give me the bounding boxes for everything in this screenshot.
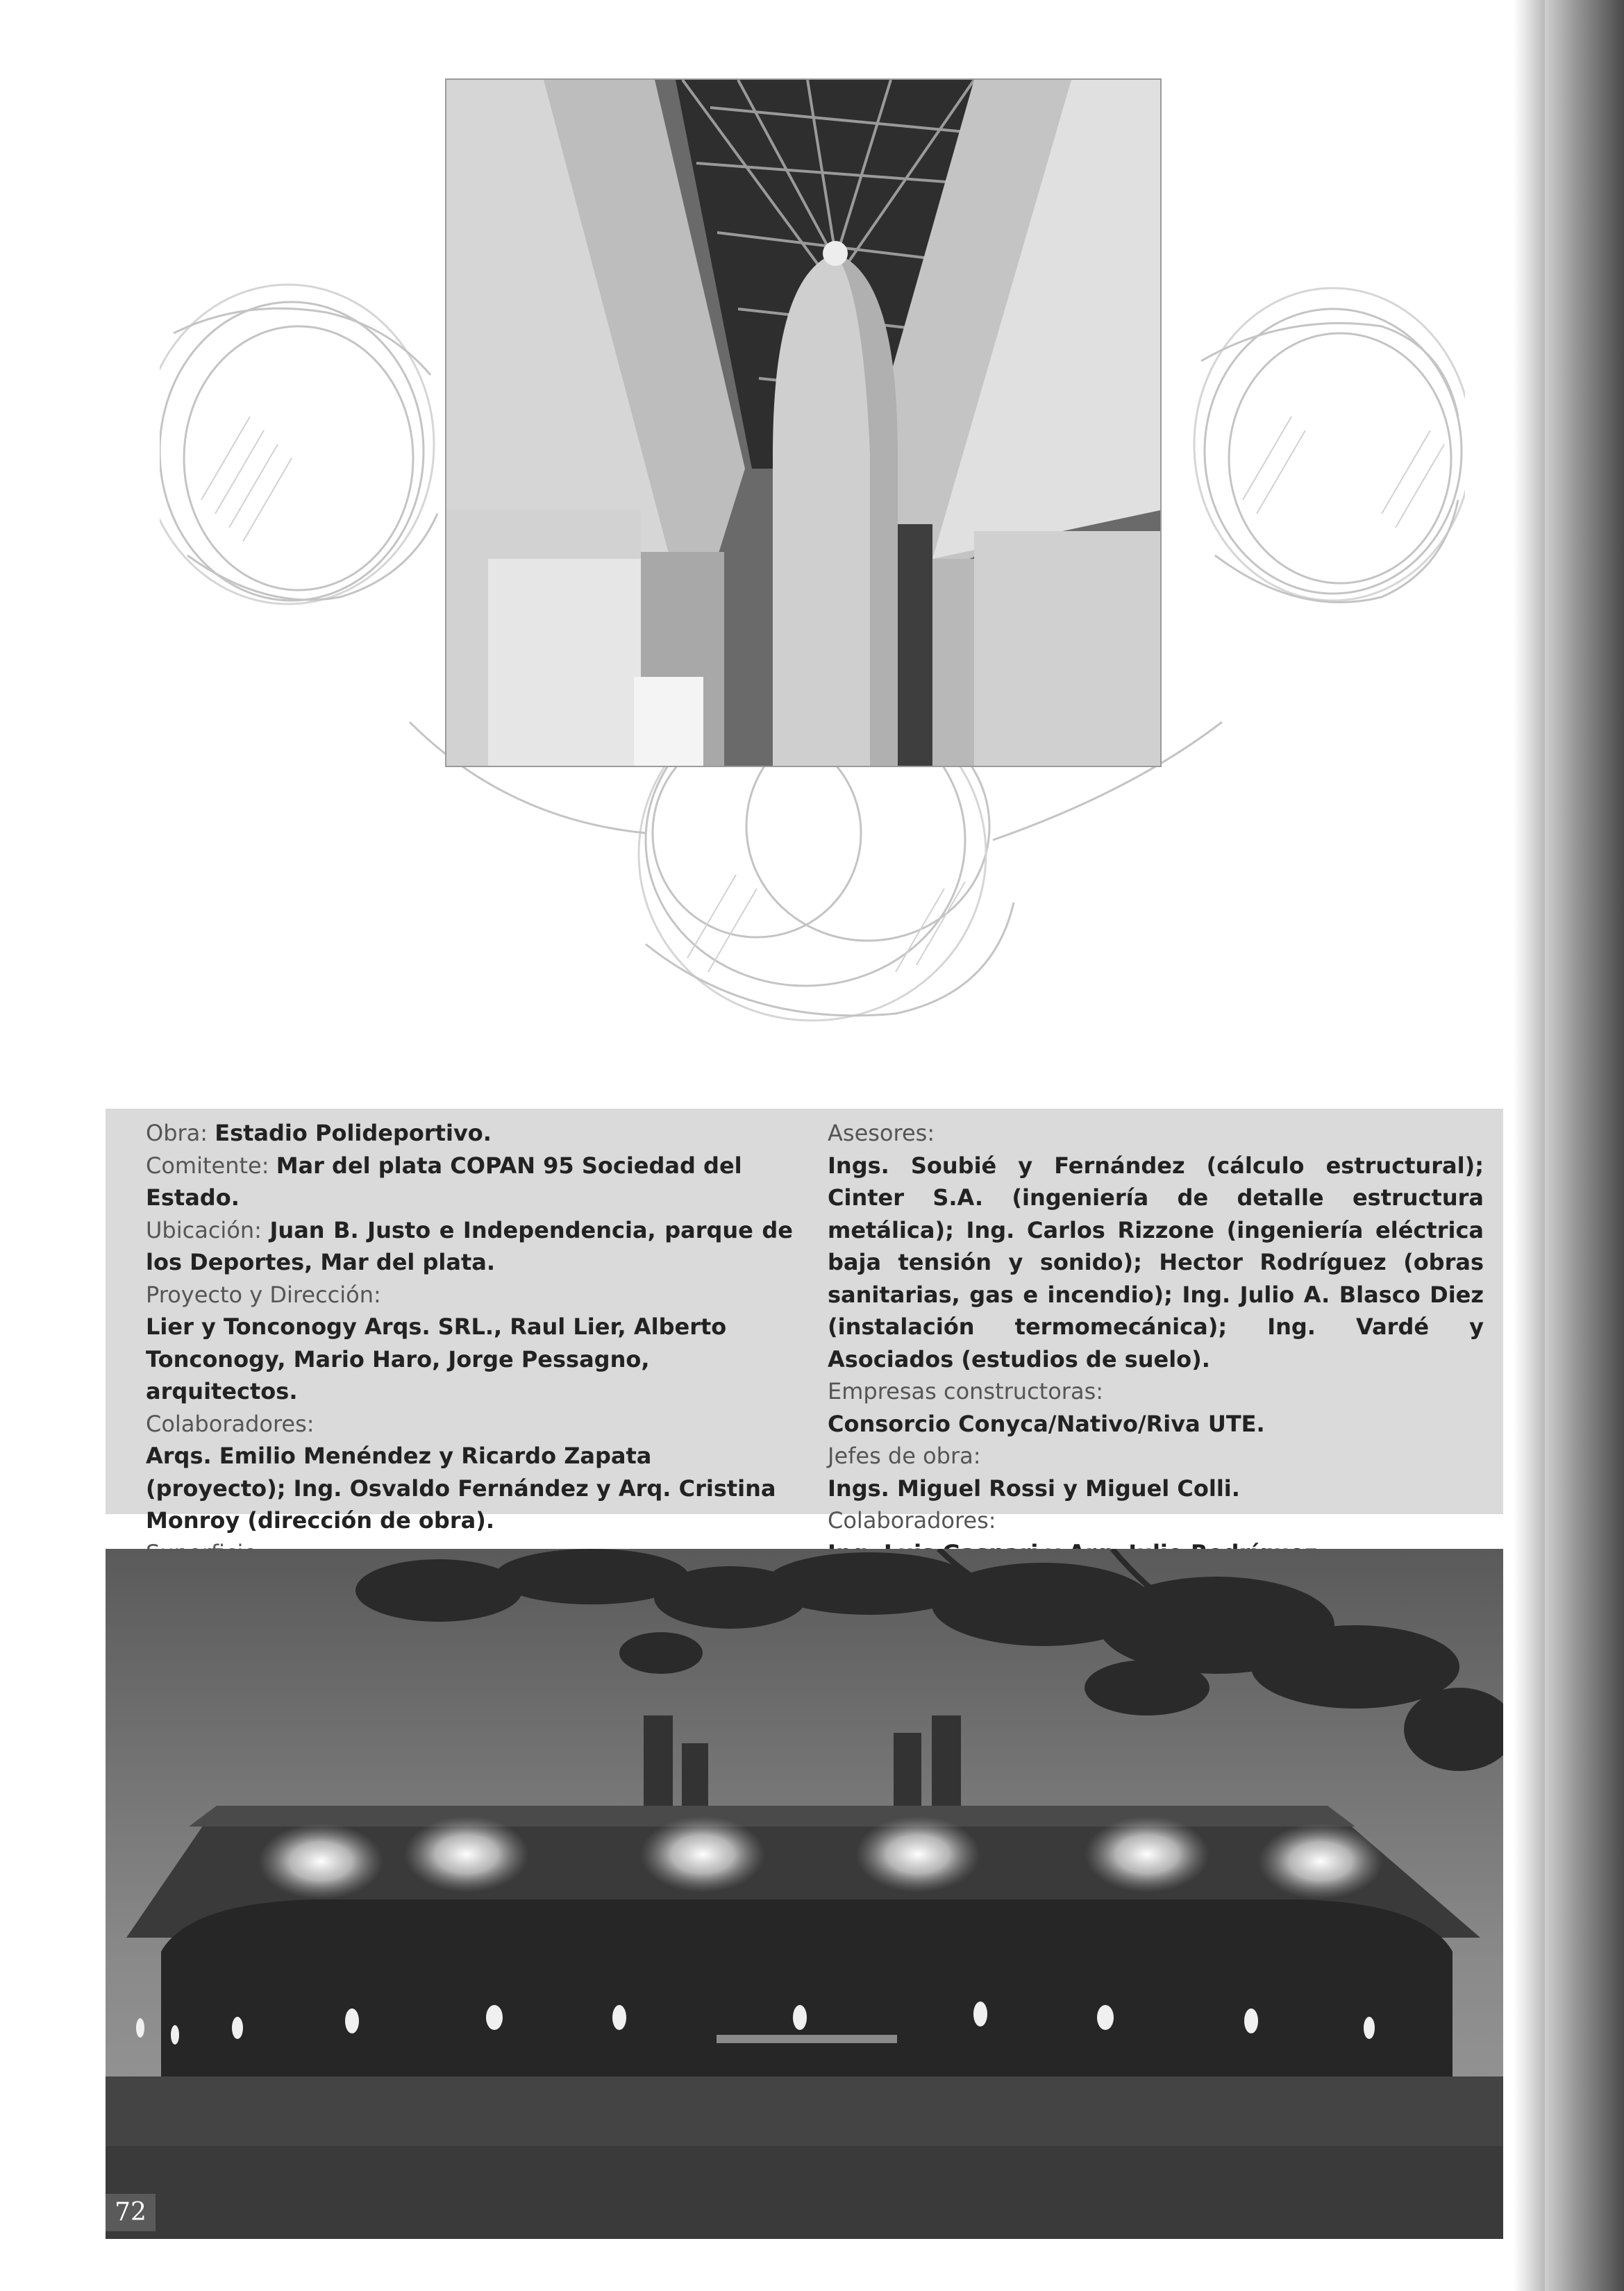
credits-right-column <box>828 1117 1484 1569</box>
proyecto-label: Proyecto y Dirección: <box>146 1281 381 1308</box>
jefes-value: Ings. Miguel Rossi y Miguel Colli. <box>828 1475 1240 1502</box>
obra-label: Obra: <box>146 1120 208 1146</box>
colaboradores-right-label: Colaboradores: <box>828 1507 996 1534</box>
project-credits-box <box>106 1109 1503 1534</box>
colaboradores-label: Colaboradores: <box>146 1410 315 1437</box>
stadium-night-photo <box>106 1549 1503 2239</box>
jefes-label: Jefes de obra: <box>828 1443 981 1469</box>
ubicacion-line <box>146 1214 793 1279</box>
empresas-label: Empresas constructoras: <box>828 1378 1104 1404</box>
colaboradores-value: Arqs. Emilio Menéndez y Ricardo Zapata (proyecto); Ing. Osvaldo Fernández y Arq. Cristina Monroy (dirección de obra). <box>146 1443 776 1534</box>
ubicacion-value: Juan B. Justo e Independencia, parque de los Deportes, Mar del plata. <box>146 1216 794 1275</box>
obra-value: Estadio Polideportivo. <box>215 1120 492 1146</box>
page-number: 72 <box>106 2194 156 2231</box>
comitente-label: Comitente: <box>146 1152 269 1179</box>
page-gutter-edge <box>1514 0 1624 2291</box>
asesores-value: Ings. Soubié y Fernández (cálculo estructural); Cinter S.A. (ingeniería de detalle estructura metálica); Ing. Carlos Rizzone (ingeniería eléctrica baja tensión y sonido); Hector Rodríguez (obras sanitarias, gas e incendio); Ing. Julio A. Blasco Diez (instalación termomecánica); Ing. Vardé y Asociados (estudios de suelo). <box>828 1152 1484 1373</box>
comitente-line <box>146 1150 793 1214</box>
ubicacion-label: Ubicación: <box>146 1216 262 1243</box>
credits-left-column <box>146 1117 793 1602</box>
empresas-value: Consorcio Conyca/Nativo/Riva UTE. <box>828 1410 1265 1437</box>
comitente-value: Mar del plata COPAN 95 Sociedad del Estado. <box>146 1152 742 1211</box>
proyecto-value: Lier y Tonconogy Arqs. SRL., Raul Lier, Alberto Tonconogy, Mario Haro, Jorge Pessagno, arquitectos. <box>146 1314 727 1404</box>
stadium-interior-photo <box>445 78 1162 767</box>
asesores-label: Asesores: <box>828 1120 935 1146</box>
obra-line <box>146 1117 793 1150</box>
